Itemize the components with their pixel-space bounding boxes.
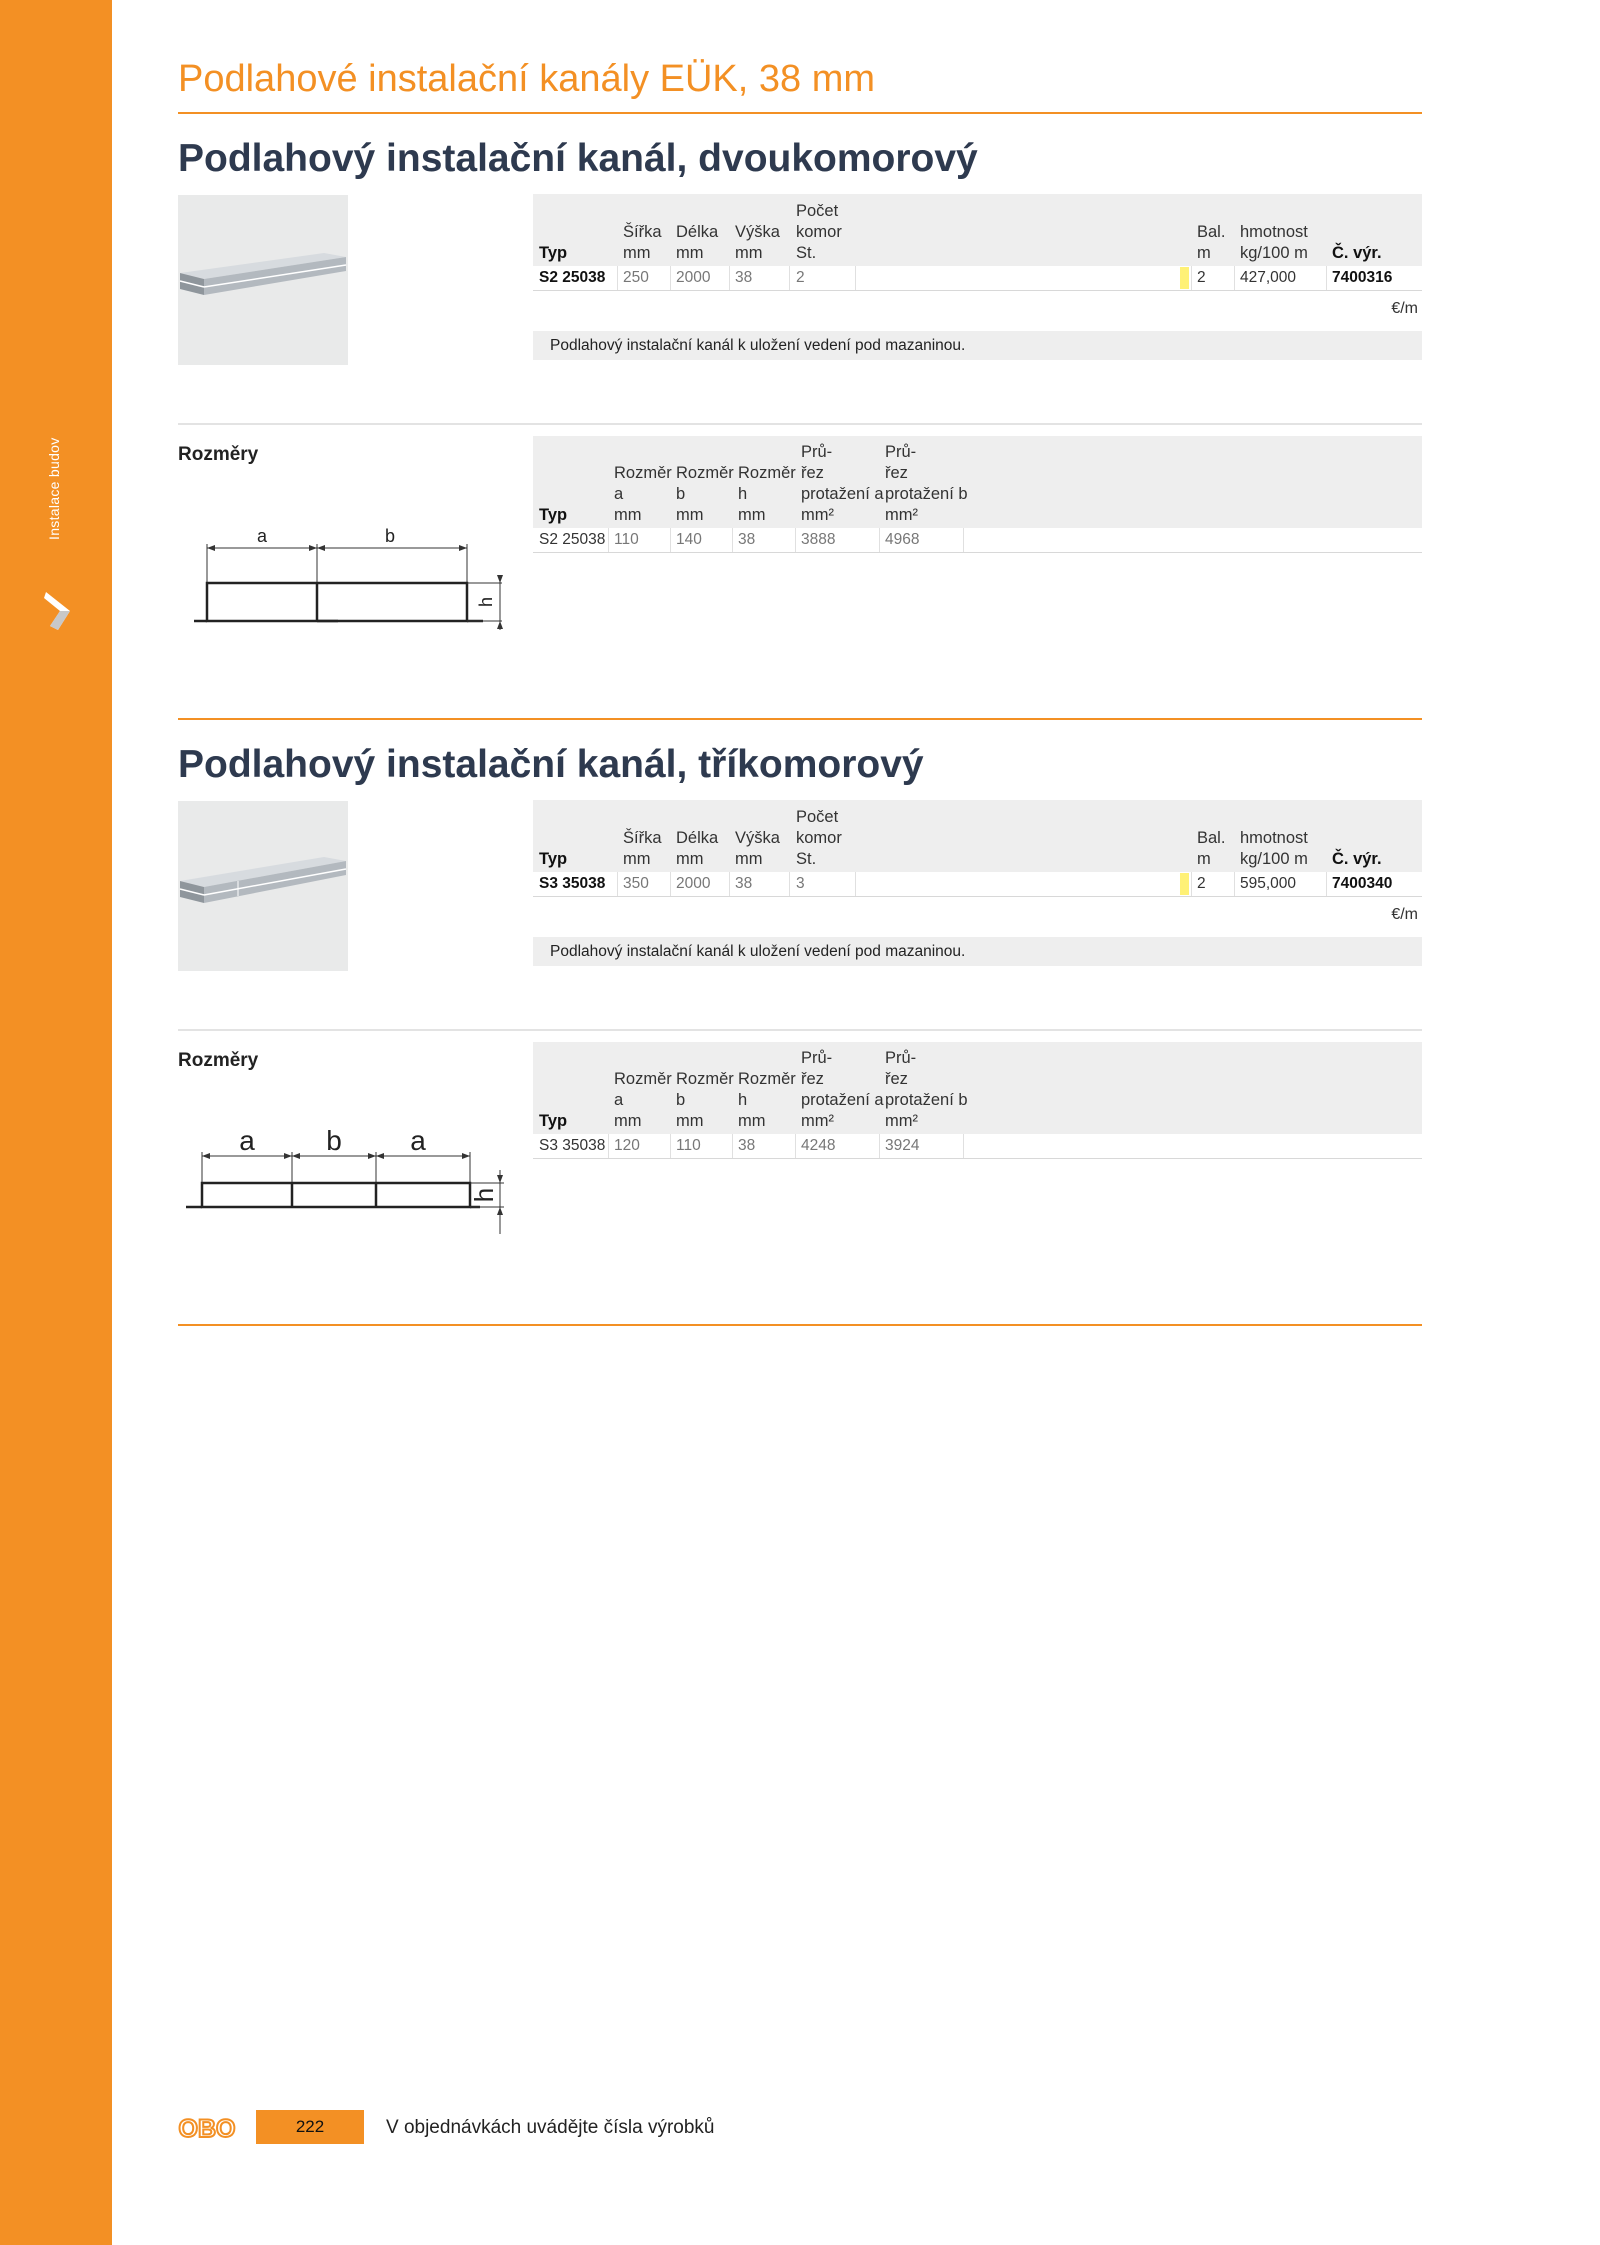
dim-label-b: b: [384, 526, 396, 546]
page-title: Podlahové instalační kanály EÜK, 38 mm: [178, 58, 876, 100]
product-table: [533, 800, 1422, 923]
table-header: [533, 436, 1422, 528]
cell-prurez-a: 4248: [801, 1137, 836, 1154]
footer-note: V objednávkách uvádějte čísla výrobků: [386, 2117, 715, 2138]
col-hmotnost: hmotnost kg/100 m: [1240, 223, 1308, 262]
cell-cislo: 7400340: [1332, 875, 1393, 892]
price-marker: [1180, 873, 1189, 895]
col-rozmer-b: Rozměr b mm: [676, 1070, 734, 1130]
cell-rozmer-b: 140: [676, 531, 702, 548]
cell-delka: 2000: [676, 875, 711, 892]
dimensions-label: Rozměry: [178, 1050, 259, 1071]
dim-label-b: b: [326, 1125, 342, 1156]
cell-rozmer-a: 110: [614, 531, 639, 548]
section-title: Podlahový instalační kanál, dvoukomorový: [178, 137, 978, 180]
cell-vyska: 38: [735, 269, 753, 286]
col-delka: Délka mm: [676, 223, 719, 262]
col-prurez-b: Prů- řez protažení b mm²: [885, 1049, 968, 1130]
side-arrow-icon: [44, 588, 74, 634]
section-divider: [178, 423, 1422, 425]
cell-typ: S3 35038: [539, 1137, 606, 1154]
cell-sirka: 250: [623, 269, 649, 286]
cell-komor: 2: [796, 269, 805, 286]
cell-hmotnost: 595,000: [1240, 875, 1297, 892]
cell-vyska: 38: [735, 875, 753, 892]
col-sirka: Šířka mm: [623, 829, 662, 868]
dimensions-table: [533, 1042, 1422, 1159]
side-band: [0, 0, 112, 2245]
dimensions-table: [533, 436, 1422, 553]
product-photo: [178, 801, 348, 971]
dim-label-a-right: a: [410, 1125, 426, 1156]
title-divider: [178, 112, 1422, 114]
cell-typ: S3 35038: [539, 875, 606, 892]
price-marker: [1180, 267, 1189, 289]
product-description: Podlahový instalační kanál k uložení vedení pod mazaninou.: [533, 331, 1422, 360]
table-row: [533, 872, 1422, 897]
table-header: [533, 194, 1422, 266]
product-table: [533, 194, 1422, 317]
col-cislo: Č. výr.: [1332, 850, 1382, 868]
price-unit: €/m: [1391, 300, 1418, 317]
col-typ: Typ: [539, 506, 568, 524]
col-bal: Bal. m: [1197, 223, 1226, 262]
dim-label-h: h: [469, 1187, 499, 1203]
col-delka: Délka mm: [676, 829, 719, 868]
cell-typ: S2 25038: [539, 531, 606, 548]
obo-logo: [168, 2113, 246, 2143]
dim-label-a: a: [256, 526, 268, 546]
cell-bal: 2: [1197, 269, 1206, 286]
col-rozmer-b: Rozměr b mm: [676, 464, 734, 524]
section-divider: [178, 1324, 1422, 1326]
dimension-drawing: [178, 1118, 518, 1238]
cell-rozmer-a: 120: [614, 1137, 640, 1154]
dimension-drawing: [178, 520, 518, 640]
table-header: [533, 800, 1422, 872]
cell-prurez-b: 4968: [885, 531, 920, 548]
col-komor: Počet komor St.: [796, 808, 842, 868]
cell-rozmer-h: 38: [738, 531, 756, 548]
col-prurez-b: Prů- řez protažení b mm²: [885, 443, 968, 524]
cell-rozmer-h: 38: [738, 1137, 756, 1154]
col-typ: Typ: [539, 244, 568, 262]
section-divider: [178, 1029, 1422, 1031]
col-vyska: Výška mm: [735, 829, 780, 868]
col-komor: Počet komor St.: [796, 202, 842, 262]
col-typ: Typ: [539, 1112, 568, 1130]
dim-label-a-left: a: [239, 1125, 255, 1156]
dim-label-h: h: [476, 596, 496, 608]
cell-komor: 3: [796, 875, 805, 892]
col-prurez-a: Prů- řez protažení a mm²: [801, 443, 884, 524]
cell-hmotnost: 427,000: [1240, 269, 1297, 286]
side-section-label: Instalace budov: [46, 437, 62, 540]
table-header: [533, 1042, 1422, 1134]
cell-delka: 2000: [676, 269, 711, 286]
cell-prurez-a: 3888: [801, 531, 836, 548]
cell-bal: 2: [1197, 875, 1206, 892]
svg-text:OBO: OBO: [178, 2115, 236, 2143]
table-row: [533, 266, 1422, 291]
cell-cislo: 7400316: [1332, 269, 1393, 286]
col-hmotnost: hmotnost kg/100 m: [1240, 829, 1308, 868]
col-typ: Typ: [539, 850, 568, 868]
page-number: 222: [256, 2110, 364, 2144]
col-vyska: Výška mm: [735, 223, 780, 262]
dimensions-label: Rozměry: [178, 444, 259, 465]
product-photo: [178, 195, 348, 365]
cell-rozmer-b: 110: [676, 1137, 701, 1154]
cell-typ: S2 25038: [539, 269, 606, 286]
cell-prurez-b: 3924: [885, 1137, 920, 1154]
table-row: [533, 1134, 1422, 1159]
col-rozmer-a: Rozměr a mm: [614, 464, 672, 524]
price-unit: €/m: [1391, 906, 1418, 923]
col-rozmer-h: Rozměr h mm: [738, 1070, 796, 1130]
product-description: Podlahový instalační kanál k uložení vedení pod mazaninou.: [533, 937, 1422, 966]
col-bal: Bal. m: [1197, 829, 1226, 868]
col-sirka: Šířka mm: [623, 223, 662, 262]
col-cislo: Č. výr.: [1332, 244, 1382, 262]
cell-sirka: 350: [623, 875, 649, 892]
col-prurez-a: Prů- řez protažení a mm²: [801, 1049, 884, 1130]
section-divider: [178, 718, 1422, 720]
section-title: Podlahový instalační kanál, tříkomorový: [178, 743, 924, 786]
col-rozmer-a: Rozměr a mm: [614, 1070, 672, 1130]
col-rozmer-h: Rozměr h mm: [738, 464, 796, 524]
table-row: [533, 528, 1422, 553]
